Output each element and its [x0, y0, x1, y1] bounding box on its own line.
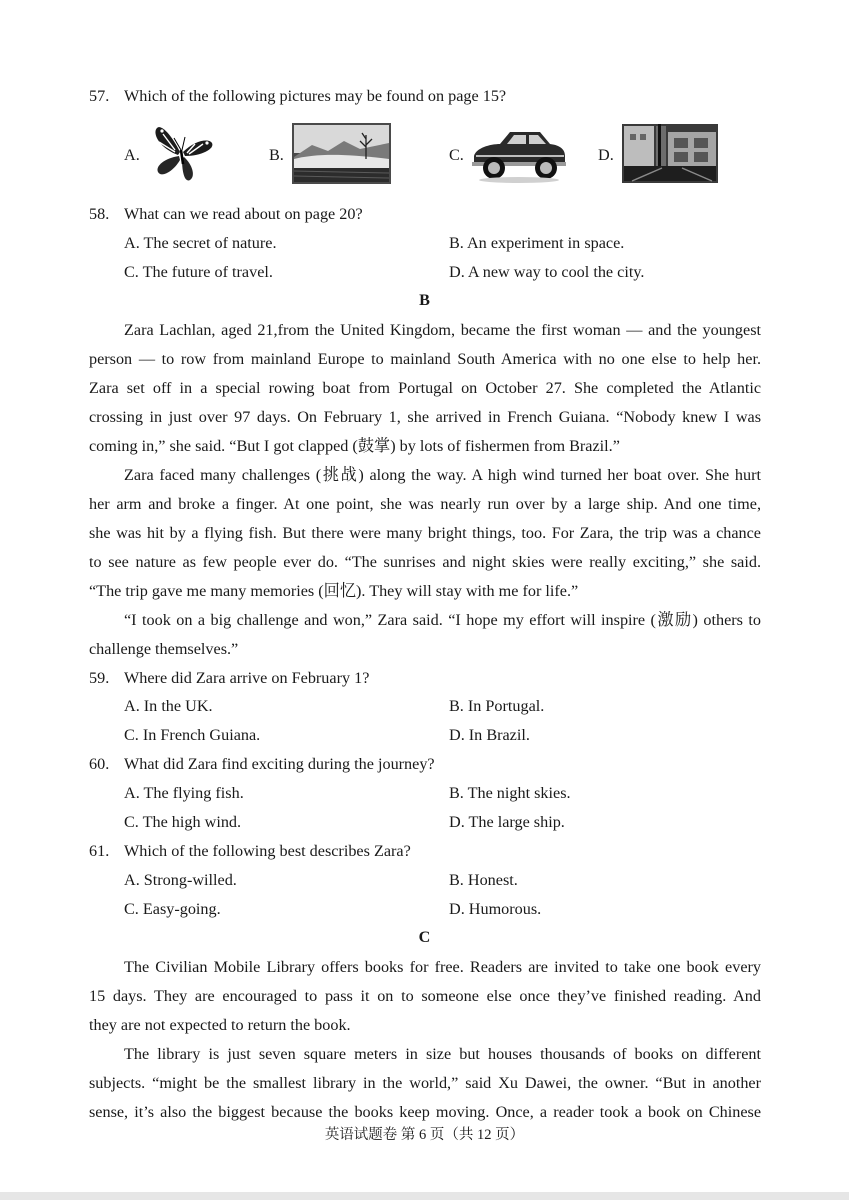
passage-b-line-7: her arm and broke a finger. At one point, she was nearly run over by a large ship. And one time,: [89, 495, 761, 513]
question-57-number: 57.: [89, 87, 110, 105]
section-c-heading: C: [418, 928, 431, 946]
question-59-number: 59.: [89, 669, 110, 687]
question-61-number: 61.: [89, 842, 110, 860]
option-d-label: D.: [598, 146, 614, 164]
question-58-text: What can we read about on page 20?: [124, 205, 363, 223]
q59-option-a: A. In the UK.: [124, 697, 213, 715]
passage-c-line-1: The Civilian Mobile Library offers books for free. Readers are invited to take one book every: [124, 958, 761, 976]
q59-option-d: D. In Brazil.: [449, 726, 530, 744]
passage-b-line-12: challenge themselves.”: [89, 640, 239, 658]
q61-option-b: B. Honest.: [449, 871, 518, 889]
passage-c-line-5: subjects. “might be the smallest library in the world,” said Xu Dawei, the owner. “But in another: [89, 1074, 761, 1092]
q58-option-c: C. The future of travel.: [124, 263, 273, 281]
scan-edge: [0, 1192, 849, 1200]
option-a-label: A.: [124, 146, 140, 164]
question-59-text: Where did Zara arrive on February 1?: [124, 669, 370, 687]
q60-option-c: C. The high wind.: [124, 813, 242, 831]
option-c-label: C.: [449, 146, 464, 164]
section-b-heading: B: [419, 291, 430, 309]
question-60-text: What did Zara find exciting during the journey?: [124, 755, 435, 773]
passage-c-line-2: 15 days. They are encouraged to pass it on to someone else once they’ve finished reading. And: [89, 987, 761, 1005]
q59-option-b: B. In Portugal.: [449, 697, 545, 715]
q61-option-a: A. Strong-willed.: [124, 871, 237, 889]
q58-option-a: A. The secret of nature.: [124, 234, 277, 252]
butterfly-icon: [149, 122, 215, 184]
passage-b-line-10: “The trip gave me many memories (回忆). They will stay with me for life.”: [89, 582, 579, 600]
passage-c-line-4: The library is just seven square meters in size but houses thousands of books on different: [124, 1045, 761, 1063]
passage-b-line-6: Zara faced many challenges (挑战) along the way. A high wind turned her boat over. She hurt: [124, 466, 761, 484]
question-60-number: 60.: [89, 755, 110, 773]
q61-option-d: D. Humorous.: [449, 900, 542, 918]
passage-b-line-1: Zara Lachlan, aged 21,from the United Kingdom, became the first woman — and the youngest: [124, 321, 761, 339]
passage-b-line-11: “I took on a big challenge and won,” Zara said. “I hope my effort will inspire (激励) others to: [124, 611, 761, 629]
passage-b-line-4: crossing in just over 97 days. On February 1, she arrived in French Guiana. “Nobody knew I was: [89, 408, 761, 426]
mountain-landscape-icon: [292, 123, 391, 184]
passage-c-line-6: sense, it’s also the biggest because the books keep moving. Once, a reader took a book on Chinese: [89, 1103, 761, 1121]
passage-c-line-3: they are not expected to return the book.: [89, 1016, 351, 1034]
option-b-label: B.: [269, 146, 284, 164]
q58-option-d: D. A new way to cool the city.: [449, 263, 645, 281]
question-57-text: Which of the following pictures may be found on page 15?: [124, 87, 507, 105]
q60-option-b: B. The night skies.: [449, 784, 571, 802]
page-footer: 英语试题卷 第 6 页（共 12 页）: [324, 1127, 525, 1143]
q61-option-c: C. Easy-going.: [124, 900, 221, 918]
passage-b-line-3: Zara set off in a special rowing boat from Portugal on October 27. She completed the Atlantic: [89, 379, 761, 397]
question-61-text: Which of the following best describes Zara?: [124, 842, 411, 860]
vintage-car-icon: [470, 126, 568, 184]
q58-option-b: B. An experiment in space.: [449, 234, 625, 252]
question-58-number: 58.: [89, 205, 110, 223]
passage-b-line-9: to see nature as few people ever do. “The sunrises and night skies were really exciting,” she said.: [89, 553, 761, 571]
passage-b-line-8: she was hit by a flying fish. But there were many bright things, too. For Zara, the trip was a chance: [89, 524, 761, 542]
q60-option-a: A. The flying fish.: [124, 784, 244, 802]
passage-b-line-5: coming in,” she said. “But I got clapped (鼓掌) by lots of fishermen from Brazil.”: [89, 437, 620, 455]
q59-option-c: C. In French Guiana.: [124, 726, 261, 744]
q60-option-d: D. The large ship.: [449, 813, 565, 831]
city-street-icon: [622, 124, 718, 183]
passage-b-line-2: person — to row from mainland Europe to mainland South America with no one else to help her.: [89, 350, 761, 368]
